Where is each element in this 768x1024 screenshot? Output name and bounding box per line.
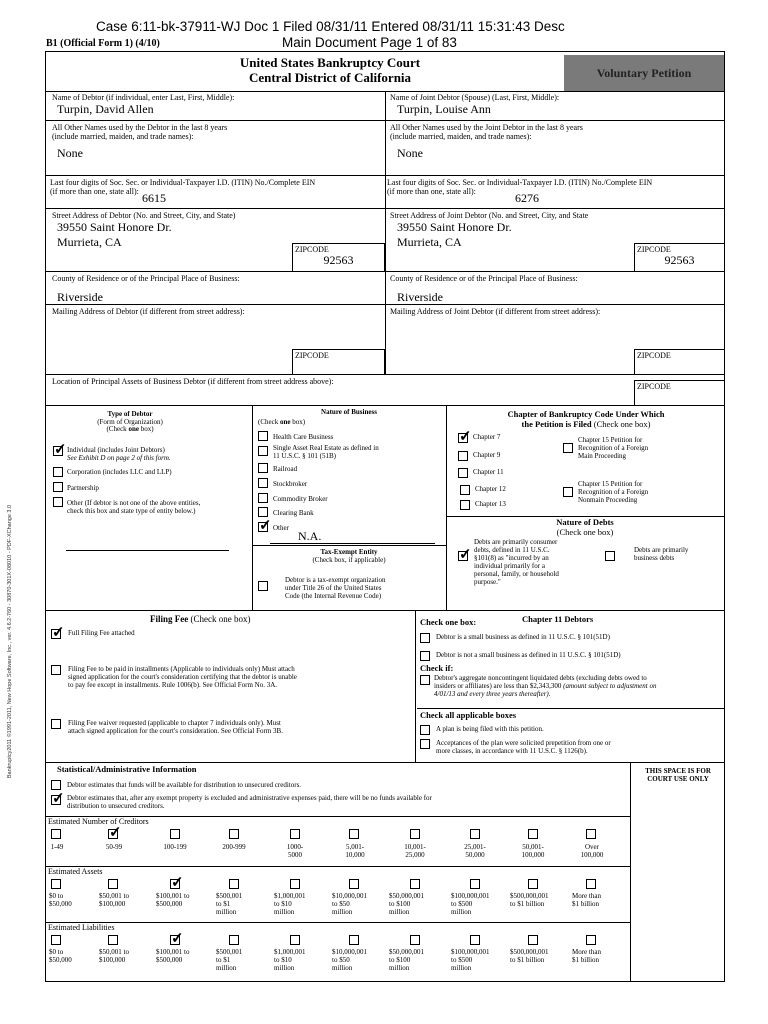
partnership-label: Partnership [67, 484, 99, 492]
creditors-5001-10000-checkbox[interactable] [349, 829, 359, 839]
creditors-over-100000-label: Over 100,000 [580, 843, 604, 860]
assets-100m-500m-label: $100,000,001 to $500 million [451, 892, 490, 917]
debtor-mailing-zip-box: ZIPCODE [292, 349, 385, 375]
debtor-ssn: 6615 [142, 191, 166, 205]
chapter-15-main-checkbox[interactable] [563, 443, 573, 453]
liabilities-10m-50m-label: $10,000,001 to $50 million [332, 948, 367, 973]
liabilities-50k-100k-checkbox[interactable] [108, 935, 118, 945]
nature-of-business-heading: Nature of Business [321, 408, 377, 416]
no-funds-label: Debtor estimates that, after any exempt property is excluded and administrative expenses paid, there will be no funds available for distribution to unsecured creditors. [67, 794, 432, 811]
partnership-checkbox[interactable] [53, 482, 63, 492]
installments-checkbox[interactable] [51, 665, 61, 675]
debtor-county-label: County of Residence or of the Principal Place of Business: [52, 274, 240, 283]
debtor-other-names: None [57, 146, 83, 160]
creditors-5001-10000-label: 5,001- 10,000 [345, 843, 365, 860]
liabilities-500k-1m-label: $500,001 to $1 million [216, 948, 243, 973]
joint-other-names-label: All Other Names used by the Joint Debtor in the last 8 years (include married, maiden, and trade names): [390, 123, 583, 142]
assets-100k-500k-checkbox[interactable]: ✓ [171, 875, 184, 891]
location-label: Location of Principal Assets of Business Debtor (if different from street address above): [52, 377, 334, 386]
debtor-county: Riverside [57, 290, 103, 304]
liabilities-50k-100k-label: $50,001 to $100,000 [99, 948, 129, 965]
railroad-label: Railroad [273, 465, 298, 473]
single-asset-label: Single Asset Real Estate as defined in 11 U.S.C. § 101 (51B) [273, 444, 379, 461]
creditors-1-49-checkbox[interactable] [51, 829, 61, 839]
joint-county-label: County of Residence or of the Principal Place of Business: [390, 274, 578, 283]
liabilities-500m-1b-checkbox[interactable] [528, 935, 538, 945]
funds-available-label: Debtor estimates that funds will be available for distribution to unsecured creditors. [67, 781, 302, 789]
nature-of-debts-heading: Nature of Debts (Check one box) [556, 517, 614, 537]
assets-10m-50m-label: $10,000,001 to $50 million [332, 892, 367, 917]
clearing-bank-checkbox[interactable] [258, 507, 268, 517]
liabilities-0-50k-checkbox[interactable] [51, 935, 61, 945]
chapter-15-nonmain-checkbox[interactable] [563, 487, 573, 497]
chapter-7-label: Chapter 7 [473, 433, 501, 441]
chapter-13-checkbox[interactable] [460, 500, 470, 510]
tax-exempt-heading: Tax-Exempt Entity (Check box, if applicable) [312, 548, 386, 564]
type-of-debtor-heading: Type of Debtor (Form of Organization) (Check one box) [97, 410, 163, 434]
chapter-12-checkbox[interactable] [460, 485, 470, 495]
liabilities-500m-1b-label: $500,000,001 to $1 billion [510, 948, 549, 965]
chapter-9-checkbox[interactable] [458, 451, 468, 461]
chapter-12-label: Chapter 12 [475, 485, 506, 493]
railroad-checkbox[interactable] [258, 463, 268, 473]
other-business-label: Other [273, 524, 289, 532]
voluntary-petition-badge: Voluntary Petition [564, 55, 724, 91]
single-asset-checkbox[interactable] [258, 446, 268, 456]
funds-available-checkbox[interactable] [51, 780, 61, 790]
joint-zip-box: ZIPCODE 92563 [634, 243, 725, 272]
joint-street1: 39550 Saint Honore Dr. [397, 220, 512, 234]
chapter-11-checkbox[interactable] [458, 468, 468, 478]
creditors-50-99-checkbox[interactable]: ✓ [109, 825, 122, 841]
check-all-label: Check all applicable boxes [420, 710, 517, 720]
assets-500m-1b-checkbox[interactable] [528, 879, 538, 889]
business-debts-label: Debts are primarily business debts [634, 546, 689, 563]
no-funds-checkbox[interactable]: ✓ [52, 791, 65, 807]
assets-label: Estimated Assets [48, 867, 103, 876]
filing-fee-heading: Filing Fee (Check one box) [150, 614, 251, 624]
debtor-zip-box: ZIPCODE 92563 [292, 243, 385, 272]
tax-exempt-text: Debtor is a tax-exempt organization under Title 26 of the United States Code (the Internal Revenue Code) [285, 576, 386, 601]
liabilities-50m-100m-checkbox[interactable] [410, 935, 420, 945]
joint-mailing-zip-box: ZIPCODE [634, 349, 725, 375]
liabilities-100k-500k-checkbox[interactable]: ✓ [171, 931, 184, 947]
commodity-broker-checkbox[interactable] [258, 493, 268, 503]
plan-filed-label: A plan is being filed with this petition. [436, 725, 544, 733]
debtor-street1: 39550 Saint Honore Dr. [57, 220, 172, 234]
assets-500k-1m-checkbox[interactable] [229, 879, 239, 889]
business-debts-checkbox[interactable] [605, 551, 615, 561]
chapter-15-main-label: Chapter 15 Petition for Recognition of a Foreign Main Proceeding [578, 436, 649, 461]
assets-50m-100m-label: $50,000,001 to $100 million [389, 892, 424, 917]
liabilities-1m-10m-checkbox[interactable] [290, 935, 300, 945]
not-small-business-label: Debtor is not a small business as defined in 11 U.S.C. § 101(51D) [436, 651, 621, 659]
other-business-value: N.A. [298, 529, 322, 543]
ch11-check-one: Check one box: [420, 617, 477, 627]
debtor-name-label: Name of Debtor (if individual, enter Last, First, Middle): [52, 93, 235, 102]
assets-50k-100k-checkbox[interactable] [108, 879, 118, 889]
chapter-9-label: Chapter 9 [473, 451, 501, 459]
health-care-label: Health Care Business [273, 433, 334, 441]
joint-ssn-label: Last four digits of Soc. Sec. or Individual-Taxpayer I.D. (ITIN) No./Complete EIN (if more than one, state all): [387, 178, 653, 197]
liabilities-100k-500k-label: $100,001 to $500,000 [156, 948, 190, 965]
assets-over-1b-checkbox[interactable] [586, 879, 596, 889]
creditors-25001-50000-label: 25,001- 50,000 [464, 843, 486, 860]
individual-label: Individual (includes Joint Debtors) See Exhibit D on page 2 of this form. [67, 446, 171, 463]
assets-500k-1m-label: $500,001 to $1 million [216, 892, 243, 917]
creditors-over-100000-checkbox[interactable] [586, 829, 596, 839]
nature-of-business-sub: (Check one box) [258, 418, 306, 426]
chapter-7-checkbox[interactable]: ✓ [459, 429, 472, 445]
joint-county: Riverside [397, 290, 443, 304]
creditors-10001-25000-label: 10,001- 25,000 [404, 843, 426, 860]
assets-100m-500m-checkbox[interactable] [470, 879, 480, 889]
joint-other-names: None [397, 146, 423, 160]
location-zip-box: ZIPCODE [634, 380, 725, 406]
case-header-line1: Case 6:11-bk-37911-WJ Doc 1 Filed 08/31/11 Entered 08/31/11 15:31:43 Desc [96, 19, 565, 34]
debtor-ssn-label: Last four digits of Soc. Sec. or Individual-Taxpayer I.D. (ITIN) No./Complete EIN (if more than one, state all): [50, 178, 316, 197]
assets-0-50k-checkbox[interactable] [51, 879, 61, 889]
acceptances-label: Acceptances of the plan were solicited prepetition from one or more classes, in accordance with 11 U.S.C. § 1126(b). [436, 739, 611, 756]
creditors-50001-100000-checkbox[interactable] [528, 829, 538, 839]
other-entity-checkbox[interactable] [53, 497, 63, 507]
creditors-100-199-checkbox[interactable] [170, 829, 180, 839]
liabilities-1m-10m-label: $1,000,001 to $10 million [274, 948, 306, 973]
individual-checkbox[interactable]: ✓ [54, 442, 67, 458]
joint-street2: Murrieta, CA [397, 235, 462, 249]
stat-heading: Statistical/Administrative Information [57, 764, 197, 774]
debtor-name: Turpin, David Allen [57, 102, 154, 116]
court-name: United States Bankruptcy Court Central District of California [239, 55, 421, 85]
liabilities-10m-50m-checkbox[interactable] [349, 935, 359, 945]
stockbroker-checkbox[interactable] [258, 478, 268, 488]
creditors-1000-5000-checkbox[interactable] [290, 829, 300, 839]
chapter-15-nonmain-label: Chapter 15 Petition for Recognition of a Foreign Nonmain Proceeding [578, 480, 649, 505]
other-entity-label: Other (If debtor is not one of the above entities, check this box and state type of entity below.) [67, 499, 201, 516]
liabilities-over-1b-checkbox[interactable] [586, 935, 596, 945]
creditors-200-999-checkbox[interactable] [229, 829, 239, 839]
assets-10m-50m-checkbox[interactable] [349, 879, 359, 889]
joint-name: Turpin, Louise Ann [397, 102, 491, 116]
liabilities-over-1b-label: More than $1 billion [572, 948, 601, 965]
chapter-heading: Chapter of Bankruptcy Code Under Which the Petition is Filed (Check one box) [507, 409, 665, 429]
check-if-label: Check if: [420, 663, 454, 673]
stockbroker-label: Stockbroker [273, 480, 308, 488]
liabilities-0-50k-label: $0 to $50,000 [49, 948, 72, 965]
debtor-mailing-label: Mailing Address of Debtor (if different from street address): [52, 307, 245, 316]
joint-mailing-label: Mailing Address of Joint Debtor (if different from street address): [390, 307, 601, 316]
assets-100k-500k-label: $100,001 to $500,000 [156, 892, 190, 909]
liabilities-label: Estimated Liabilities [48, 923, 115, 932]
acceptances-checkbox[interactable] [420, 739, 430, 749]
assets-1m-10m-label: $1,000,001 to $10 million [274, 892, 306, 917]
chapter-13-label: Chapter 13 [475, 500, 506, 508]
health-care-checkbox[interactable] [258, 431, 268, 441]
creditors-25001-50000-checkbox[interactable] [470, 829, 480, 839]
liabilities-100m-500m-label: $100,000,001 to $500 million [451, 948, 490, 973]
ch11-heading: Chapter 11 Debtors [522, 614, 594, 624]
assets-50k-100k-label: $50,001 to $100,000 [99, 892, 129, 909]
assets-over-1b-label: More than $1 billion [572, 892, 601, 909]
consumer-debts-label: Debts are primarily consumer debts, defined in 11 U.S.C. §101(8) as "incurred by an individual primarily for a personal, family, or household purpose." [474, 538, 559, 587]
creditors-10001-25000-checkbox[interactable] [410, 829, 420, 839]
liabilities-50m-100m-label: $50,000,001 to $100 million [389, 948, 424, 973]
form-id: B1 (Official Form 1) (4/10) [46, 38, 160, 49]
assets-0-50k-label: $0 to $50,000 [49, 892, 72, 909]
liabilities-100m-500m-checkbox[interactable] [470, 935, 480, 945]
tax-exempt-checkbox[interactable] [258, 581, 268, 591]
liabilities-500k-1m-checkbox[interactable] [229, 935, 239, 945]
consumer-debts-checkbox[interactable]: ✓ [459, 547, 472, 563]
fee-waiver-label: Filing Fee waiver requested (applicable to chapter 7 individuals only). Must attach signed application for the court's consideration. See Official Form 3B. [68, 719, 283, 736]
assets-500m-1b-label: $500,000,001 to $1 billion [510, 892, 549, 909]
joint-street-label: Street Address of Joint Debtor (No. and Street, City, and State [390, 211, 589, 220]
aggregate-debts-label: Debtor's aggregate noncontingent liquidated debts (excluding debts owed to insiders or affiliates) are less than $2,343,300 (amount subject to adjustment on 4/01/13 and every three years thereafter). [434, 674, 657, 699]
commodity-broker-label: Commodity Broker [273, 495, 328, 503]
other-business-checkbox[interactable]: ✓ [259, 518, 272, 534]
debtor-other-names-label: All Other Names used by the Debtor in the last 8 years (include married, maiden, and trade names): [52, 123, 228, 142]
full-fee-label: Full Filing Fee attached [68, 629, 135, 637]
joint-ssn: 6276 [515, 191, 539, 205]
clearing-bank-label: Clearing Bank [273, 509, 314, 517]
creditors-200-999-label: 200-999 [222, 843, 246, 851]
plan-filed-checkbox[interactable] [420, 725, 430, 735]
aggregate-debts-checkbox[interactable] [420, 675, 430, 685]
software-side-text: Bankruptcy2011 ©1991-2011, New Hope Software, Inc., ver. 4.6.2-760 - 30870-301X-08010 - PDF-XChange 3.0 [6, 504, 13, 779]
chapter-11-label: Chapter 11 [473, 468, 504, 476]
creditors-50-99-label: 50-99 [105, 843, 123, 851]
assets-50m-100m-checkbox[interactable] [410, 879, 420, 889]
court-use-only: THIS SPACE IS FOR COURT USE ONLY [645, 767, 711, 783]
debtor-street2: Murrieta, CA [57, 235, 122, 249]
creditors-50001-100000-label: 50,001- 100,000 [521, 843, 545, 860]
not-small-business-checkbox[interactable] [420, 651, 430, 661]
assets-1m-10m-checkbox[interactable] [290, 879, 300, 889]
creditors-1000-5000-label: 1000- 5000 [286, 843, 304, 860]
creditors-label: Estimated Number of Creditors [48, 817, 149, 826]
joint-name-label: Name of Joint Debtor (Spouse) (Last, First, Middle): [390, 93, 560, 102]
small-business-checkbox[interactable] [420, 633, 430, 643]
debtor-street-label: Street Address of Debtor (No. and Street, City, and State) [52, 211, 236, 220]
full-fee-checkbox[interactable]: ✓ [52, 625, 65, 641]
fee-waiver-checkbox[interactable] [51, 719, 61, 729]
case-header-line2: Main Document Page 1 of 83 [282, 35, 457, 50]
creditors-100-199-label: 100-199 [163, 843, 187, 851]
installments-label: Filing Fee to be paid in installments (Applicable to individuals only) Must attach signed application for the court's consideration certifying that the debtor is unable to pay fee except in installments. Rule 1006(b). See Official Form No. 3A. [68, 665, 297, 690]
corporation-checkbox[interactable] [53, 467, 63, 477]
creditors-1-49-label: 1-49 [50, 843, 64, 851]
small-business-label: Debtor is a small business as defined in 11 U.S.C. § 101(51D) [436, 633, 610, 641]
corporation-label: Corporation (includes LLC and LLP) [67, 468, 172, 476]
